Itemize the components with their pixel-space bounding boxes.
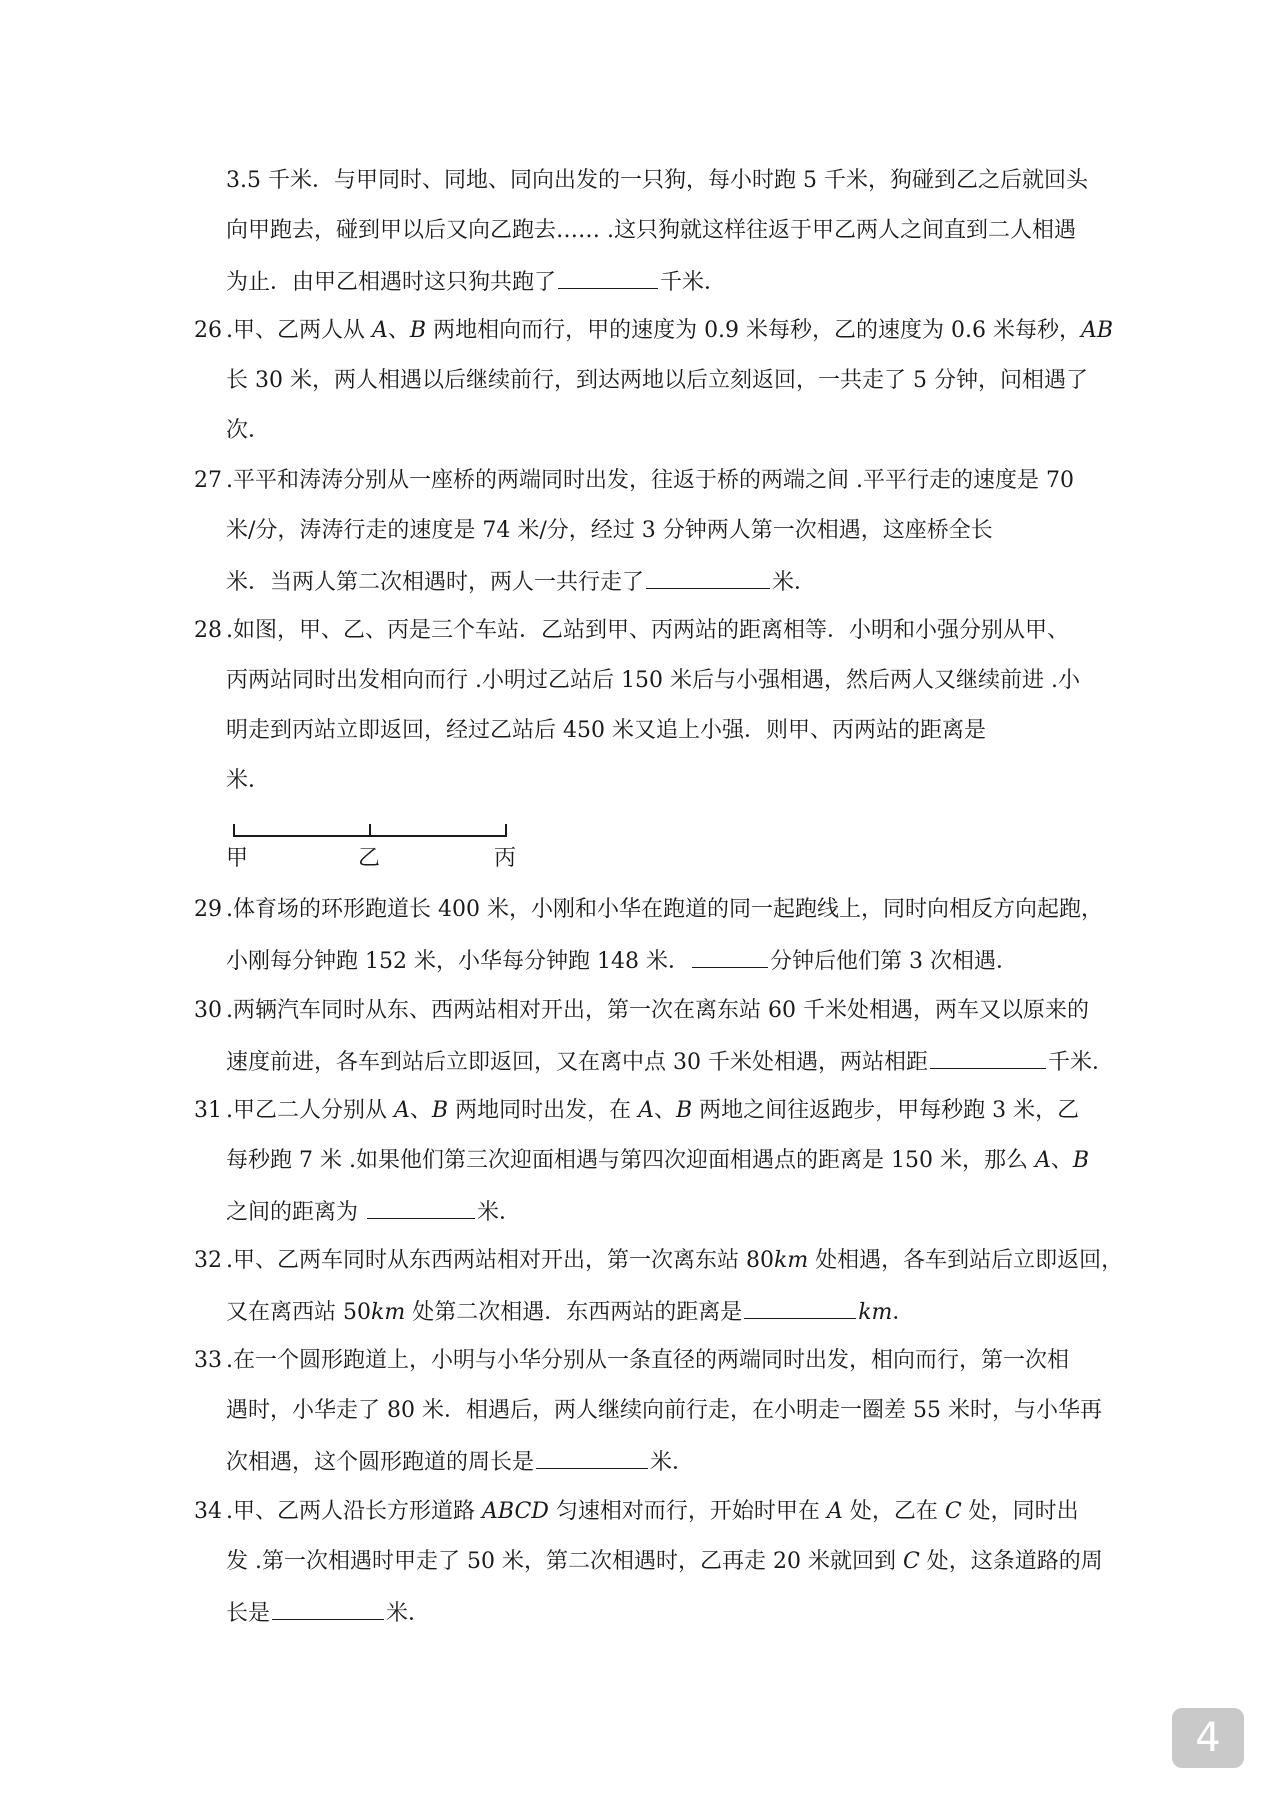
q28-line-1: .如图，甲、乙、丙是三个车站．乙站到甲、丙两站的距离相等．小明和小强分别从甲、 — [226, 618, 1069, 643]
q27-line-3: 米．当两人第二次相遇时，两人一共行走了 米． — [226, 566, 1126, 598]
question-number: 28 — [194, 618, 222, 643]
q27-line-1: .平平和涛涛分别从一座桥的两端同时出发，往返于桥的两端之间 .平平行走的速度是 70 — [226, 468, 1074, 493]
question-number: 29 — [194, 897, 222, 922]
answer-blank[interactable] — [744, 1296, 856, 1319]
q33-line-2: 遇时，小华走了 80 米．相遇后，两人继续向前行走，在小明走一圈差 55 米时，与小华再 — [226, 1398, 1102, 1423]
q33-line-1: .在一个圆形跑道上，小明与小华分别从一条直径的两端同时出发，相向而行，第一次相 — [226, 1348, 1069, 1373]
q31-line-3: 之间的距离为 米． — [226, 1196, 1126, 1228]
q29-line-2: 小刚每分钟跑 152 米，小华每分钟跑 148 米． 分钟后他们第 3 次相遇． — [226, 945, 1126, 977]
q26-line-3: 次． — [226, 418, 271, 443]
question-number: 31 — [194, 1098, 222, 1123]
q31-line-2: 每秒跑 7 米 .如果他们第三次迎面相遇与第四次迎面相遇点的距离是 150 米，那么 A、B — [226, 1148, 1090, 1173]
q34-line-2: 发 .第一次相遇时甲走了 50 米，第二次相遇时，乙再走 20 米就回到 C 处，这条道路的周 — [226, 1549, 1103, 1574]
q29-line-1: .体育场的环形跑道长 400 米，小刚和小华在跑道的同一起跑线上，同时向相反方向起跑， — [226, 897, 1103, 922]
q32-line-2: 又在离西站 50km 处第二次相遇．东西两站的距离是 km． — [226, 1296, 1126, 1328]
answer-blank[interactable] — [930, 1046, 1046, 1069]
q33-line-3: 次相遇，这个圆形跑道的周长是 米． — [226, 1446, 1126, 1478]
q31-line-1: .甲乙二人分别从 A、B 两地同时出发，在 A、B 两地之间往返跑步，甲每秒跑 3 米，乙 — [226, 1098, 1080, 1123]
q30-line-1: .两辆汽车同时从东、西两站相对开出，第一次在离东站 60 千米处相遇，两车又以原来的 — [226, 998, 1089, 1023]
q25-line-2: 向甲跑去，碰到甲以后又向乙跑去…… .这只狗就这样往返于甲乙两人之间直到二人相遇 — [226, 218, 1076, 243]
q26-line-1: .甲、乙两人从 A、B 两地相向而行，甲的速度为 0.9 米每秒，乙的速度为 0.6 米每秒，AB — [226, 318, 1114, 343]
answer-blank[interactable] — [272, 1597, 384, 1620]
answer-blank[interactable] — [367, 1196, 475, 1219]
q27-line-2: 米/分，涛涛行走的速度是 74 米/分，经过 3 分钟两人第一次相遇，这座桥全长 — [226, 518, 993, 543]
q34-line-1: .甲、乙两人沿长方形道路 ABCD 匀速相对而行，开始时甲在 A 处，乙在 C 处，同时出 — [226, 1499, 1079, 1524]
q32-line-1: .甲、乙两车同时从东西两站相对开出，第一次离东站 80km 处相遇，各车到站后立即返回， — [226, 1248, 1124, 1273]
q30-line-2: 速度前进，各车到站后立即返回，又在离中点 30 千米处相遇，两站相距 千米． — [226, 1046, 1126, 1078]
station-label-jia: 甲 — [226, 846, 249, 871]
question-number: 27 — [194, 468, 222, 493]
q28-line-2: 丙两站同时出发相向而行 .小明过乙站后 150 米后与小强相遇，然后两人又继续前进 .小 — [226, 668, 1080, 693]
question-number: 34 — [194, 1499, 222, 1524]
answer-blank[interactable] — [692, 945, 768, 968]
answer-blank[interactable] — [558, 266, 658, 289]
q25-line-1: 3.5 千米．与甲同时、同地、同向出发的一只狗，每小时跑 5 千米，狗碰到乙之后就回头 — [226, 168, 1088, 193]
q25-line-3: 为止．由甲乙相遇时这只狗共跑了 千米． — [226, 266, 1126, 298]
answer-blank[interactable] — [646, 566, 770, 589]
station-label-yi: 乙 — [358, 846, 381, 871]
q28-line-4: 米． — [226, 768, 271, 793]
answer-blank[interactable] — [536, 1446, 648, 1469]
q34-line-3: 长是 米． — [226, 1597, 1126, 1629]
question-number: 32 — [194, 1248, 222, 1273]
question-number: 26 — [194, 318, 222, 343]
station-label-bing: 丙 — [494, 846, 517, 871]
q28-line-3: 明走到丙站立即返回，经过乙站后 450 米又追上小强．则甲、丙两站的距离是 — [226, 718, 986, 743]
station-diagram — [228, 812, 518, 842]
page-number-badge: 4 — [1172, 1708, 1244, 1768]
question-number: 33 — [194, 1348, 222, 1373]
q26-line-2: 长 30 米，两人相遇以后继续前行，到达两地以后立刻返回，一共走了 5 分钟，问相遇了 — [226, 368, 1088, 393]
question-number: 30 — [194, 998, 222, 1023]
